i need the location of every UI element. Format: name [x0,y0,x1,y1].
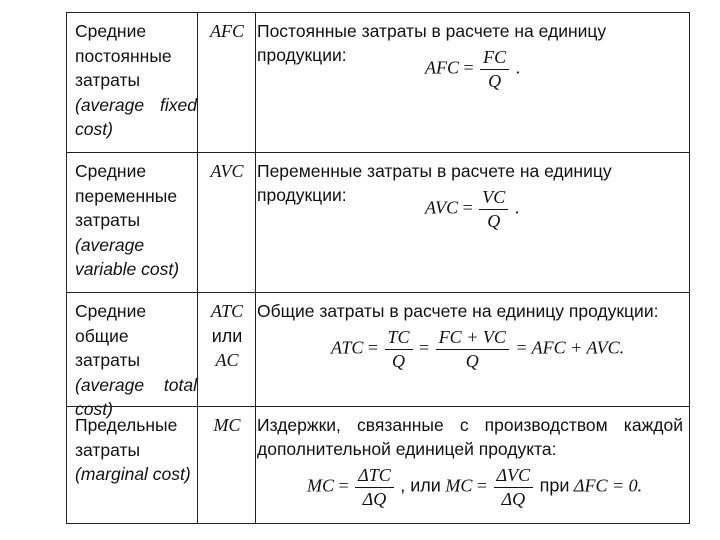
fraction-numerator: TC [385,327,413,350]
formula-or: , или [400,475,441,496]
fraction-numerator: ΔTC [355,465,394,488]
description-text: Общие затраты в расчете на единицу продукции: [257,301,659,321]
term-name-line: Средние [75,161,147,181]
term-english-line: (average fixed [75,94,197,115]
fraction-denominator: ΔQ [362,489,387,509]
term-name-afc [75,19,197,142]
formula-condition-word: при [539,475,570,496]
fraction-denominator: Q [465,351,479,371]
formula-equals: = [463,57,474,78]
formula-equals: = [338,475,349,496]
term-english-line: variable cost) [75,259,180,279]
term-english-line: cost) [75,119,113,139]
formula-equals: = [419,337,430,358]
fraction-numerator: VC [479,187,508,210]
formula-atc [331,327,624,372]
fraction-denominator: Q [488,71,502,91]
term-name-mc [75,413,197,487]
term-english-line: (average [75,234,145,255]
formula-tail: . [515,57,521,78]
formula-mc [307,465,642,510]
abbr-avc: AVC [210,161,244,181]
fraction-numerator: ΔVC [494,465,534,488]
term-name-line: общие затраты [75,325,141,370]
formula-equals: = [462,197,473,218]
formula-avc [425,187,519,232]
term-name-line: Предельные [75,415,178,435]
fraction [479,187,508,232]
fraction [436,327,509,372]
table-row-avc [67,152,689,292]
abbr-or: или [211,325,243,346]
fraction-numerator: FC [480,47,509,70]
term-english-line: cost) [75,399,113,419]
fraction-denominator: ΔQ [501,489,526,509]
formula-lhs: ATC [331,337,364,358]
term-name-line: затраты [75,210,141,230]
term-name-line: Средние [75,301,147,321]
term-name-line: переменные [75,185,178,206]
term-name-avc [75,159,197,282]
fraction-denominator: Q [392,351,406,371]
description-mc [257,413,683,461]
term-name-line: Средние [75,21,147,41]
term-name-line: затраты [75,439,141,460]
description-text: Постоянные затраты в расчете на единицу продукции: [257,21,607,65]
abbr-primary: ATC [210,301,244,321]
table-row-mc [67,406,689,525]
term-name-atc [75,299,197,422]
description-text: Издержки, связанные с производством каждой дополнительной единицей продукта: [257,415,683,459]
formula-lhs: AVC [425,197,459,218]
formula-condition: ΔFC = 0. [573,475,643,496]
description-atc [257,299,683,323]
abbr-afc: AFC [210,21,244,41]
abbr-alternate: AC [215,350,239,370]
term-name-line: постоянные [75,45,172,66]
formula-equals: = [367,337,378,358]
term-english-line: (marginal cost) [75,464,191,484]
fraction-numerator: FC + VC [436,327,509,350]
description-text: Переменные затраты в расчете на единицу продукции: [257,161,612,205]
table-row-afc [67,13,689,152]
term-name-line: затраты [75,70,141,90]
abbr-mc: MC [213,415,241,435]
formula-tail: . [514,197,520,218]
fraction-denominator: Q [487,211,501,231]
fraction [355,465,394,510]
abbr-atc [198,299,256,373]
formula-lhs: AFC [425,57,459,78]
term-english-line: (average total [75,374,197,395]
formula-lhs: MC [307,475,334,496]
fraction [480,47,509,92]
formula-lhs: MC [445,475,473,496]
fraction [385,327,413,372]
formula-tail: = AFC + AVC. [515,337,625,358]
formula-afc [425,47,520,92]
table-row-atc [67,292,689,419]
fraction [494,465,534,510]
cost-definitions-table [66,12,690,524]
formula-equals: = [476,475,488,496]
